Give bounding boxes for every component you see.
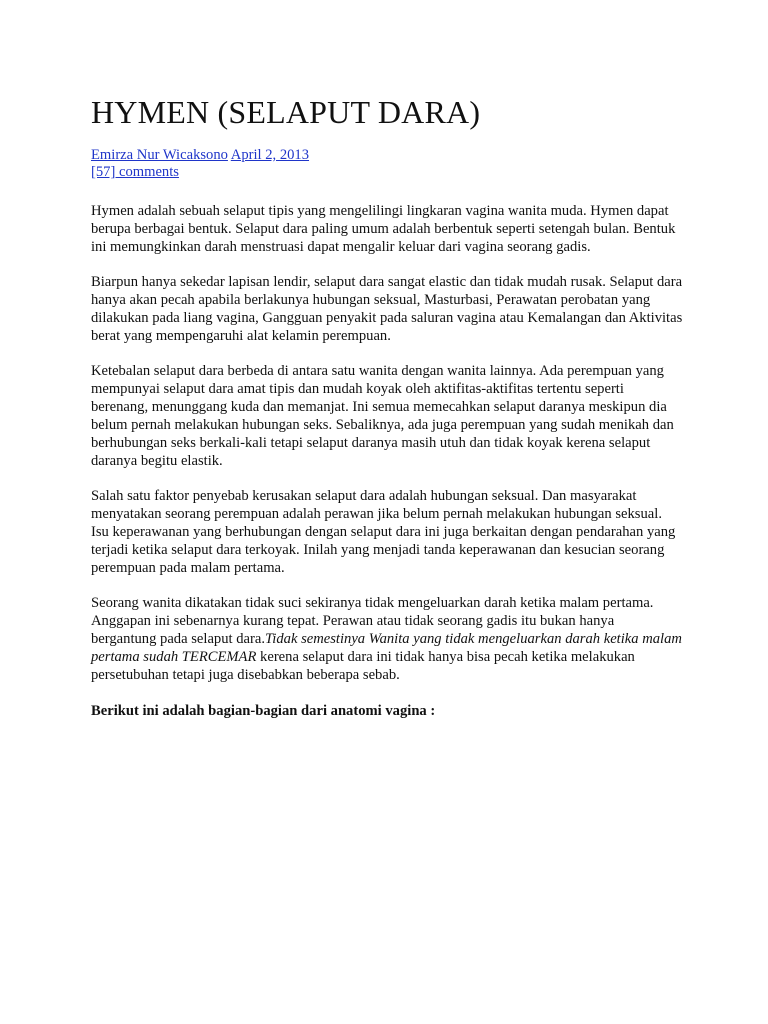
paragraph-2: Biarpun hanya sekedar lapisan lendir, selaput dara sangat elastic dan tidak mudah rusak. Selaput dara hanya akan pecah apabila berlakunya hubungan seksual, Masturbasi, Perawatan perobatan yang dilakukan pada liang vagina, Gangguan penyakit pada saluran vagina atau Kemalangan dan Aktivitas berat yang mempengaruhi alat kelamin perempuan. [91, 274, 683, 344]
document-page [91, 92, 683, 735]
date-link[interactable]: April 2, 2013 [230, 147, 310, 163]
author-link[interactable]: Emirza Nur Wicaksono [91, 147, 228, 163]
paragraph-3: Ketebalan selaput dara berbeda di antara satu wanita dengan wanita lainnya. Ada perempuan yang mempunyai selaput dara amat tipis dan mudah koyak oleh aktifitas-aktifitas tertentu seperti berenang, menunggang kuda dan memanjat. Ini semua memecahkan selaput daranya meskipun dia belum pernah melakukan hubungan seks. Sebaliknya, ada juga perempuan yang sudah menikah dan berhubungan seks berkali-kali tetapi selaput daranya masih utuh dan tidak koyak kerena selaput daranya begitu elastik. [91, 363, 674, 469]
paragraph-5 [91, 594, 683, 684]
paragraph-5-italic: Tidak semestinya Wanita yang tidak mengeluarkan darah ketika malam pertama sudah TERCEMAR [91, 631, 682, 665]
article-meta [91, 147, 683, 181]
paragraph-5-start: Seorang wanita dikatakan tidak suci sekiranya tidak mengeluarkan darah ketika malam pertama. Anggapan ini sebenarnya kurang tepat. Perawan atau tidak seorang gadis itu bukan hanya bergantung pada selaput dara. [91, 595, 654, 647]
comments-link[interactable]: [57] comments [91, 164, 179, 180]
anatomy-subheading: Berikut ini adalah bagian-bagian dari anatomi vagina : [91, 703, 436, 719]
article-title: HYMEN (SELAPUT DARA) [91, 94, 481, 130]
paragraph-5-end: kerena selaput dara ini tidak hanya bisa pecah ketika melakukan persetubuhan tetapi juga disebabkan beberapa sebab. [91, 649, 635, 683]
paragraph-1: Hymen adalah sebuah selaput tipis yang mengelilingi lingkaran vagina wanita muda. Hymen dapat berupa berbagai bentuk. Selaput dara paling umum adalah berbentuk seperti setengah bulan. Bentuk ini memungkinkan darah menstruasi dapat mengalir keluar dari vagina seorang gadis. [91, 203, 676, 255]
paragraph-4: Salah satu faktor penyebab kerusakan selaput dara adalah hubungan seksual. Dan masyarakat menyatakan seorang perempuan adalah perawan jika belum pernah melakukan hubungan seksual. Isu keperawanan yang berhubungan dengan selaput dara ini juga berkaitan dengan pendarahan yang terjadi ketika selaput dara terkoyak. Inilah yang menjadi tanda keperawanan dan kesucian seorang perempuan pada malam pertama. [91, 488, 676, 576]
